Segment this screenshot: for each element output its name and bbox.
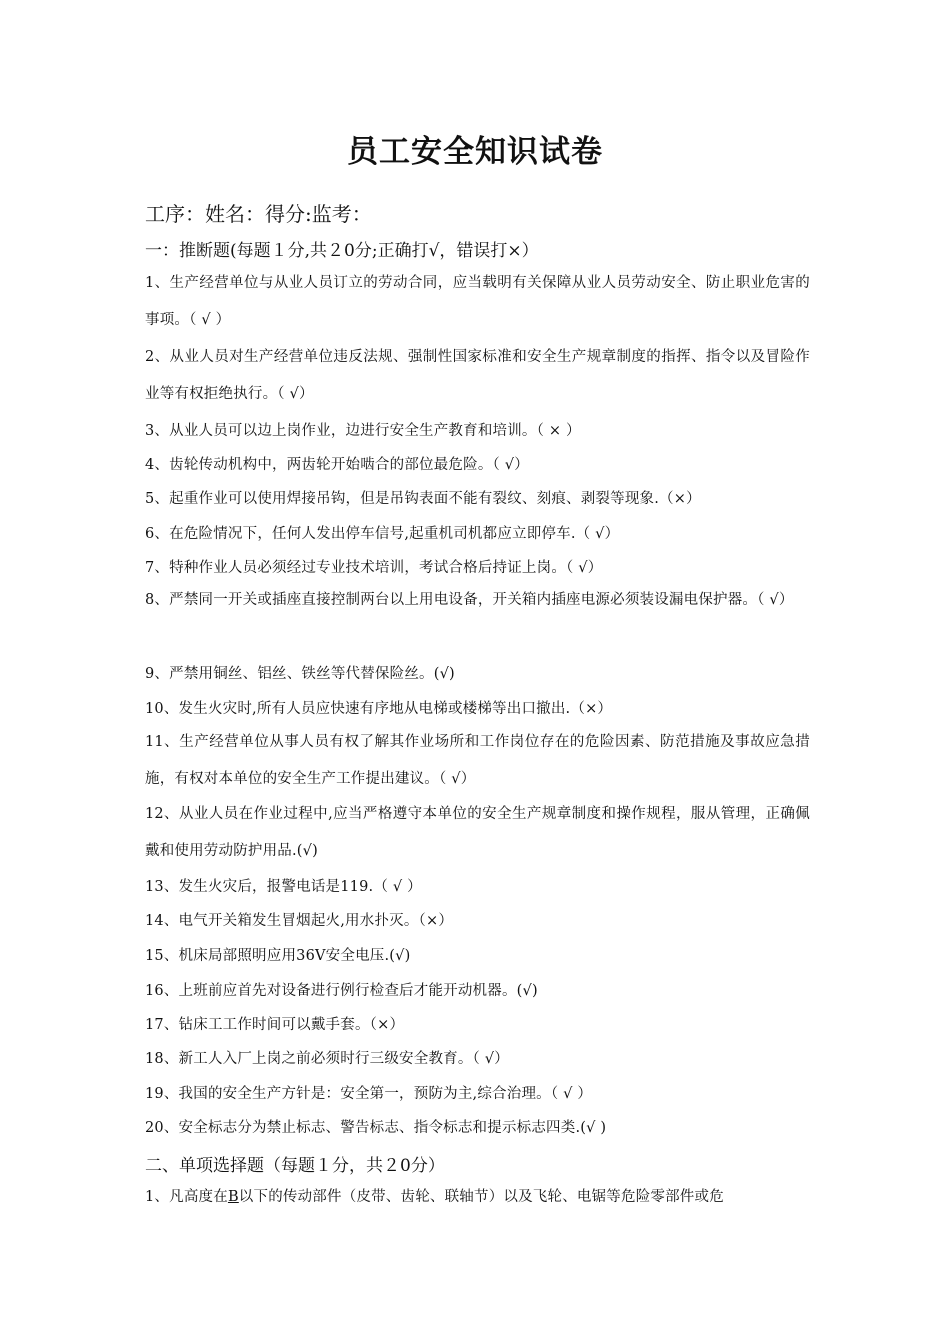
question-item: 19、我国的安全生产方针是：安全第一，预防为主,综合治理。（ √ ） [145,1086,593,1102]
question-item: 14、电气开关箱发生冒烟起火,用水扑灭。（×） [145,913,454,929]
question-item: 12、从业人员在作业过程中,应当严格遵守本单位的安全生产规章制度和操作规程，服从管理，正确佩戴和使用劳动防护用品.(√) [145,806,810,859]
question-item: 6、在危险情况下，任何人发出停车信号,起重机司机都应立即停车.（ √） [145,526,620,542]
question-item: 18、新工人入厂上岗之前必须时行三级安全教育。（ √） [145,1051,509,1067]
question-item: 1、生产经营单位与从业人员订立的劳动合同，应当载明有关保障从业人员劳动安全、防止职业危害的事项。（ √ ） [145,275,810,328]
question-text-suffix: 以下的传动部件（皮带、齿轮、联轴节）以及飞轮、电锯等危险零部件或危 [238,1189,724,1205]
question-item: 3、从业人员可以边上岗作业，边进行安全生产教育和培训。（ × ） [145,423,581,439]
question-item: 20、安全标志分为禁止标志、警告标志、指令标志和提示标志四类.(√ ) [145,1120,607,1136]
question-item: 10、发生火灾时,所有人员应快速有序地从电梯或楼梯等出口撤出.（×） [145,701,613,717]
question-item: 8、严禁同一开关或插座直接控制两台以上用电设备，开关箱内插座电源必须装设漏电保护器。（ √） [145,592,794,608]
question-item: 4、齿轮传动机构中，两齿轮开始啮合的部位最危险。（ √） [145,457,529,473]
question-item: 5、起重作业可以使用焊接吊钩，但是吊钩表面不能有裂纹、刻痕、剥裂等现象.（×） [145,491,701,507]
question-item [145,1185,810,1206]
question-item: 11、生产经营单位从事人员有权了解其作业场所和工作岗位存在的危险因素、防范措施及事故应急措施，有权对本单位的安全生产工作提出建议。（ √） [145,734,810,787]
question-item: 17、钻床工工作时间可以戴手套。（×） [145,1017,405,1033]
question-item: 2、从业人员对生产经营单位违反法规、强制性国家标准和安全生产规章制度的指挥、指令以及冒险作业等有权拒绝执行。（ √） [145,349,810,402]
question-item: 13、发生火灾后，报警电话是119.（ √ ） [145,879,422,895]
section-heading-single-choice: 二、单项选择题（每题１分，共２0分） [145,1156,445,1176]
question-item: 7、特种作业人员必须经过专业技术培训，考试合格后持证上岗。（ √） [145,560,603,576]
page-title: 员工安全知识试卷 [347,134,603,170]
question-item: 9、严禁用铜丝、铝丝、铁丝等代替保险丝。(√) [145,666,455,682]
answer-blank: B [227,1189,239,1205]
question-item: 15、机床局部照明应用36V安全电压.(√) [145,948,411,964]
question-text-prefix: 1、凡高度在 [145,1189,228,1205]
exam-header-fields: 工序：姓名：得分:监考： [145,202,372,226]
section-heading-true-false: 一：推断题(每题１分,共２0分;正确打√，错误打×） [145,241,539,261]
question-item: 16、上班前应首先对设备进行例行检查后才能开动机器。(√) [145,983,538,999]
